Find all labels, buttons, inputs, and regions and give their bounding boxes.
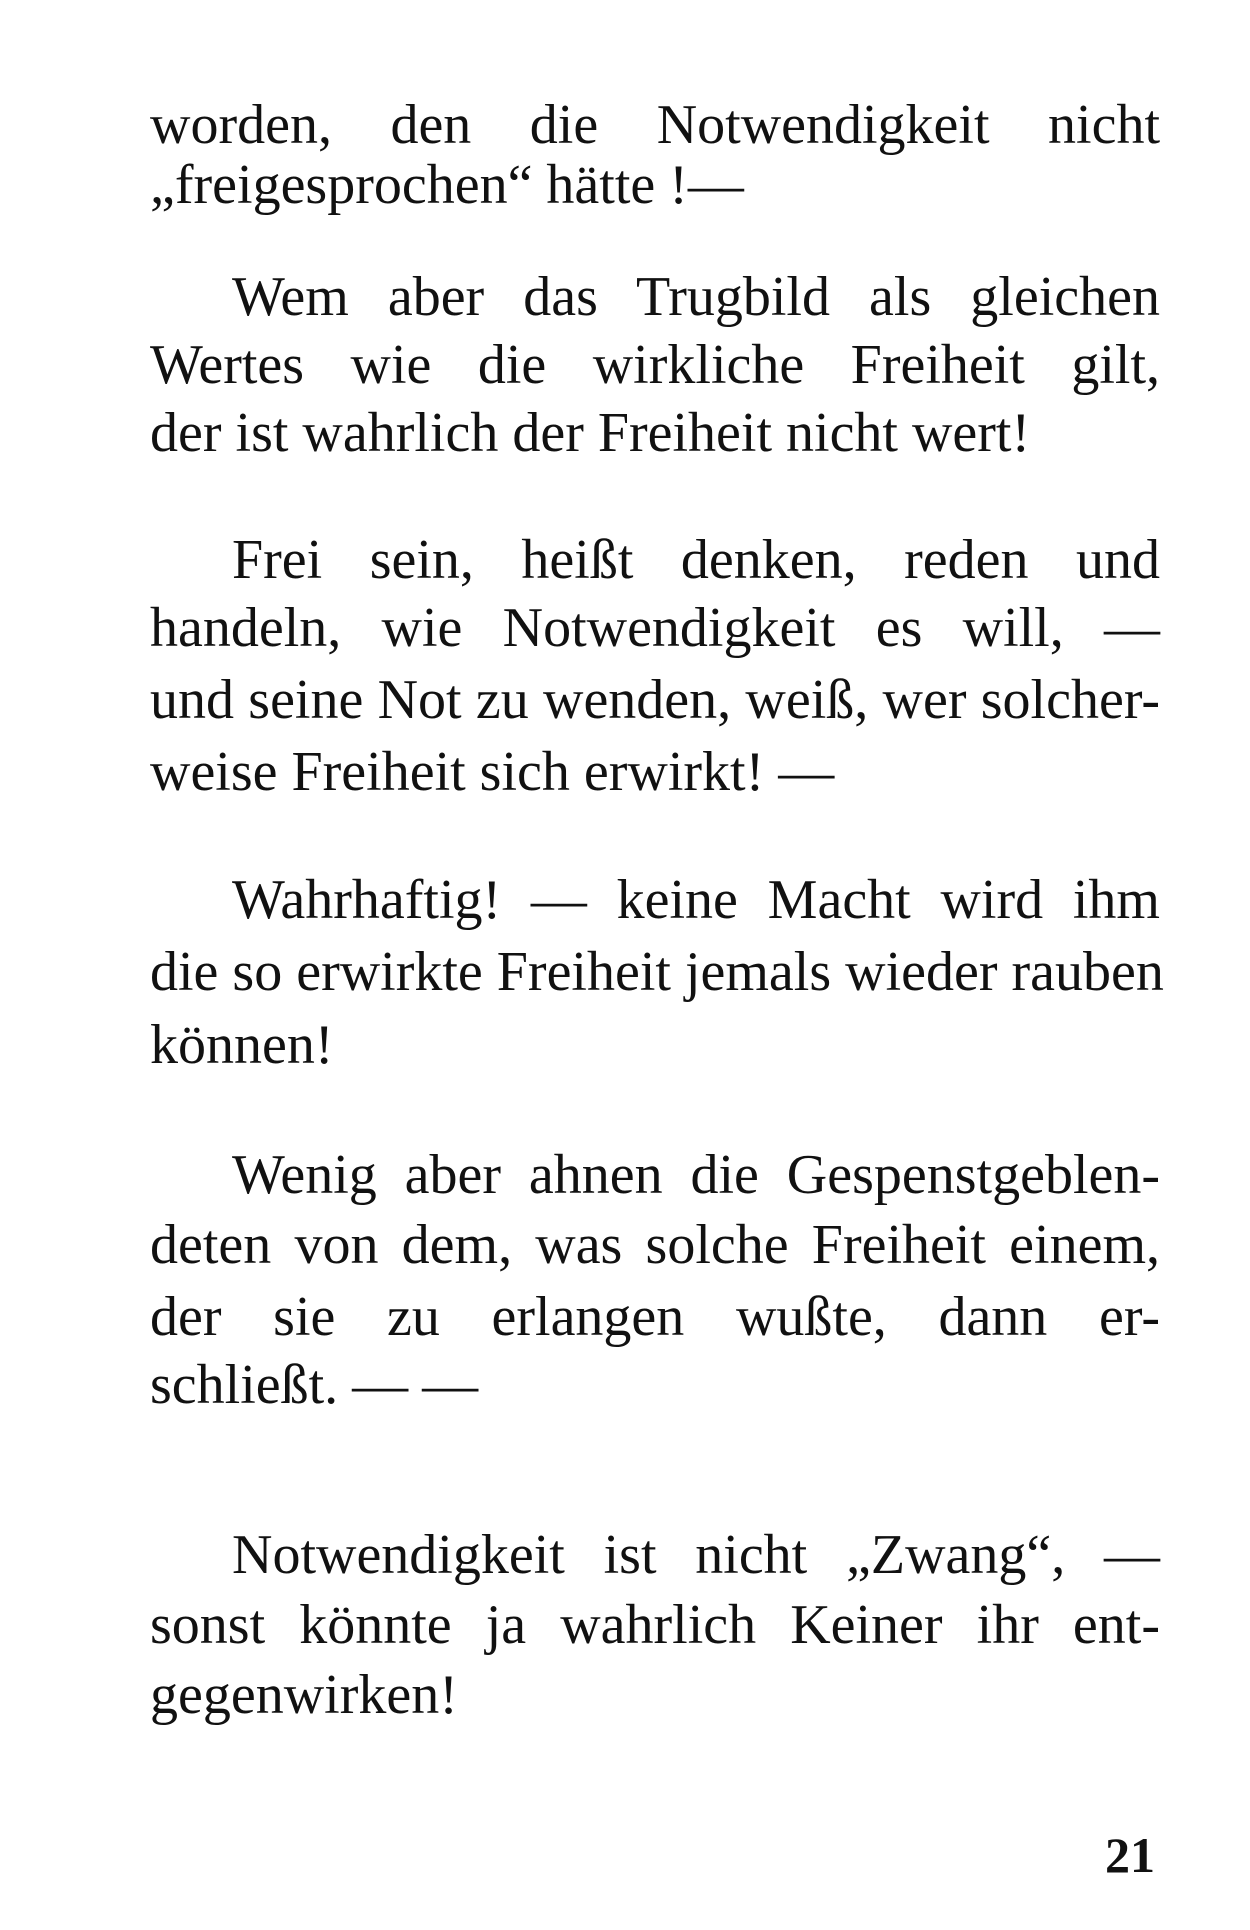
paragraph-6-line-1: Notwendigkeit ist nicht „Zwang“, — (232, 1524, 1160, 1586)
paragraph-6-line-3: gegenwirken! (150, 1664, 458, 1726)
paragraph-4-line-2: die so erwirkte Freiheit jemals wieder rauben (150, 941, 1164, 1003)
paragraph-5-line-3: der sie zu erlangen wußte, dann er- (150, 1286, 1160, 1348)
paragraph-5-line-1: Wenig aber ahnen die Gespenstgeblen- (232, 1144, 1160, 1206)
paragraph-2-line-1: Wem aber das Trugbild als gleichen (232, 266, 1160, 328)
paragraph-1-line-2: „freigesprochen“ hätte !— (150, 154, 744, 216)
paragraph-4-line-1: Wahrhaftig! — keine Macht wird ihm (232, 869, 1160, 931)
paragraph-3-line-2: handeln, wie Notwendigkeit es will, — (150, 597, 1160, 659)
paragraph-4-line-3: können! (150, 1014, 334, 1076)
page-number: 21 (1105, 1827, 1155, 1883)
paragraph-6-line-2: sonst könnte ja wahrlich Keiner ihr ent- (150, 1594, 1160, 1656)
paragraph-5-line-4: schließt. — — (150, 1354, 479, 1416)
paragraph-3-line-3: und seine Not zu wenden, weiß, wer solcher- (150, 669, 1160, 731)
paragraph-3-line-4: weise Freiheit sich erwirkt! — (150, 741, 835, 803)
paragraph-5-line-2: deten von dem, was solche Freiheit einem, (150, 1214, 1160, 1276)
paragraph-2-line-3: der ist wahrlich der Freiheit nicht wert! (150, 402, 1031, 464)
paragraph-2-line-2: Wertes wie die wirkliche Freiheit gilt, (150, 334, 1160, 396)
paragraph-1-line-1: worden, den die Notwendigkeit nicht (150, 94, 1160, 156)
paragraph-3-line-1: Frei sein, heißt denken, reden und (232, 529, 1160, 591)
